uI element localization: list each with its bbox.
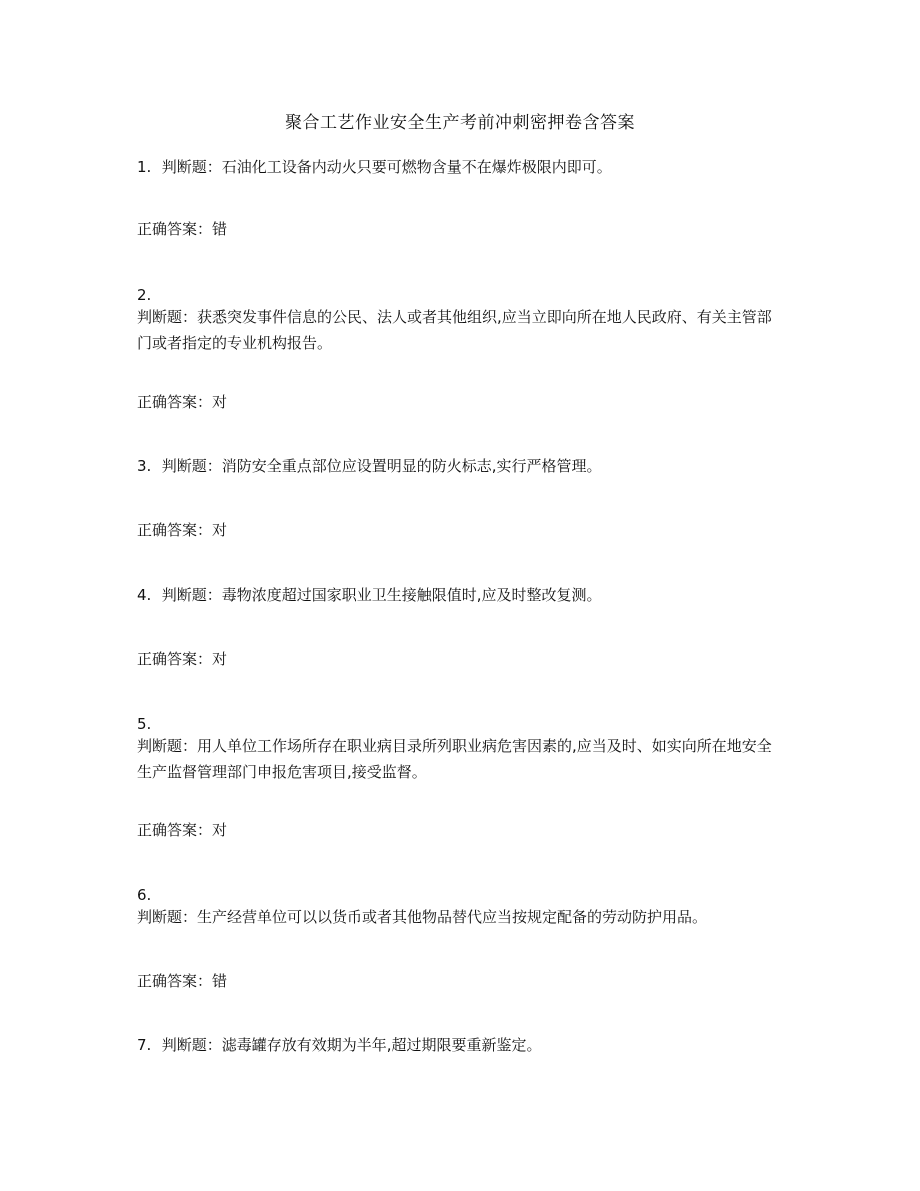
answer-1: 正确答案：错 (137, 220, 228, 238)
question-6-text: 判断题：生产经营单位可以以货币或者其他物品替代应当按规定配备的劳动防护用品。 (137, 908, 708, 926)
question-2-number: 2. (137, 286, 152, 304)
answer-3: 正确答案：对 (137, 521, 228, 539)
question-text: 判断题：石油化工设备内动火只要可燃物含量不在爆炸极限内即可。 (161, 158, 612, 176)
answer-5: 正确答案：对 (137, 821, 228, 839)
answer-2: 正确答案：对 (137, 393, 228, 411)
question-text: 判断题：毒物浓度超过国家职业卫生接触限值时,应及时整改复测。 (161, 586, 602, 604)
question-number: 1. (137, 158, 152, 176)
question-2-text: 判断题：获悉突发事件信息的公民、法人或者其他组织,应当立即向所在地人民政府、有关主管部门或者指定的专业机构报告。 (137, 308, 772, 352)
answer-4: 正确答案：对 (137, 650, 228, 668)
question-3 (137, 453, 602, 479)
answer-6: 正确答案：错 (137, 972, 228, 990)
page-title: 聚合工艺作业安全生产考前冲刺密押卷含答案 (285, 113, 635, 133)
question-5-text: 判断题：用人单位工作场所存在职业病目录所列职业病危害因素的,应当及时、如实向所在地安全生产监督管理部门申报危害项目,接受监督。 (137, 737, 772, 781)
question-number: 3. (137, 457, 152, 475)
question-4 (137, 582, 602, 608)
question-5-number: 5. (137, 715, 152, 733)
question-text: 判断题：消防安全重点部位应设置明显的防火标志,实行严格管理。 (161, 457, 602, 475)
question-6-number: 6. (137, 886, 152, 904)
question-1 (137, 154, 612, 180)
question-7 (137, 1032, 542, 1058)
question-number: 4. (137, 586, 152, 604)
question-text: 判断题：滤毒罐存放有效期为半年,超过期限要重新鉴定。 (161, 1036, 542, 1054)
question-number: 7. (137, 1036, 152, 1054)
